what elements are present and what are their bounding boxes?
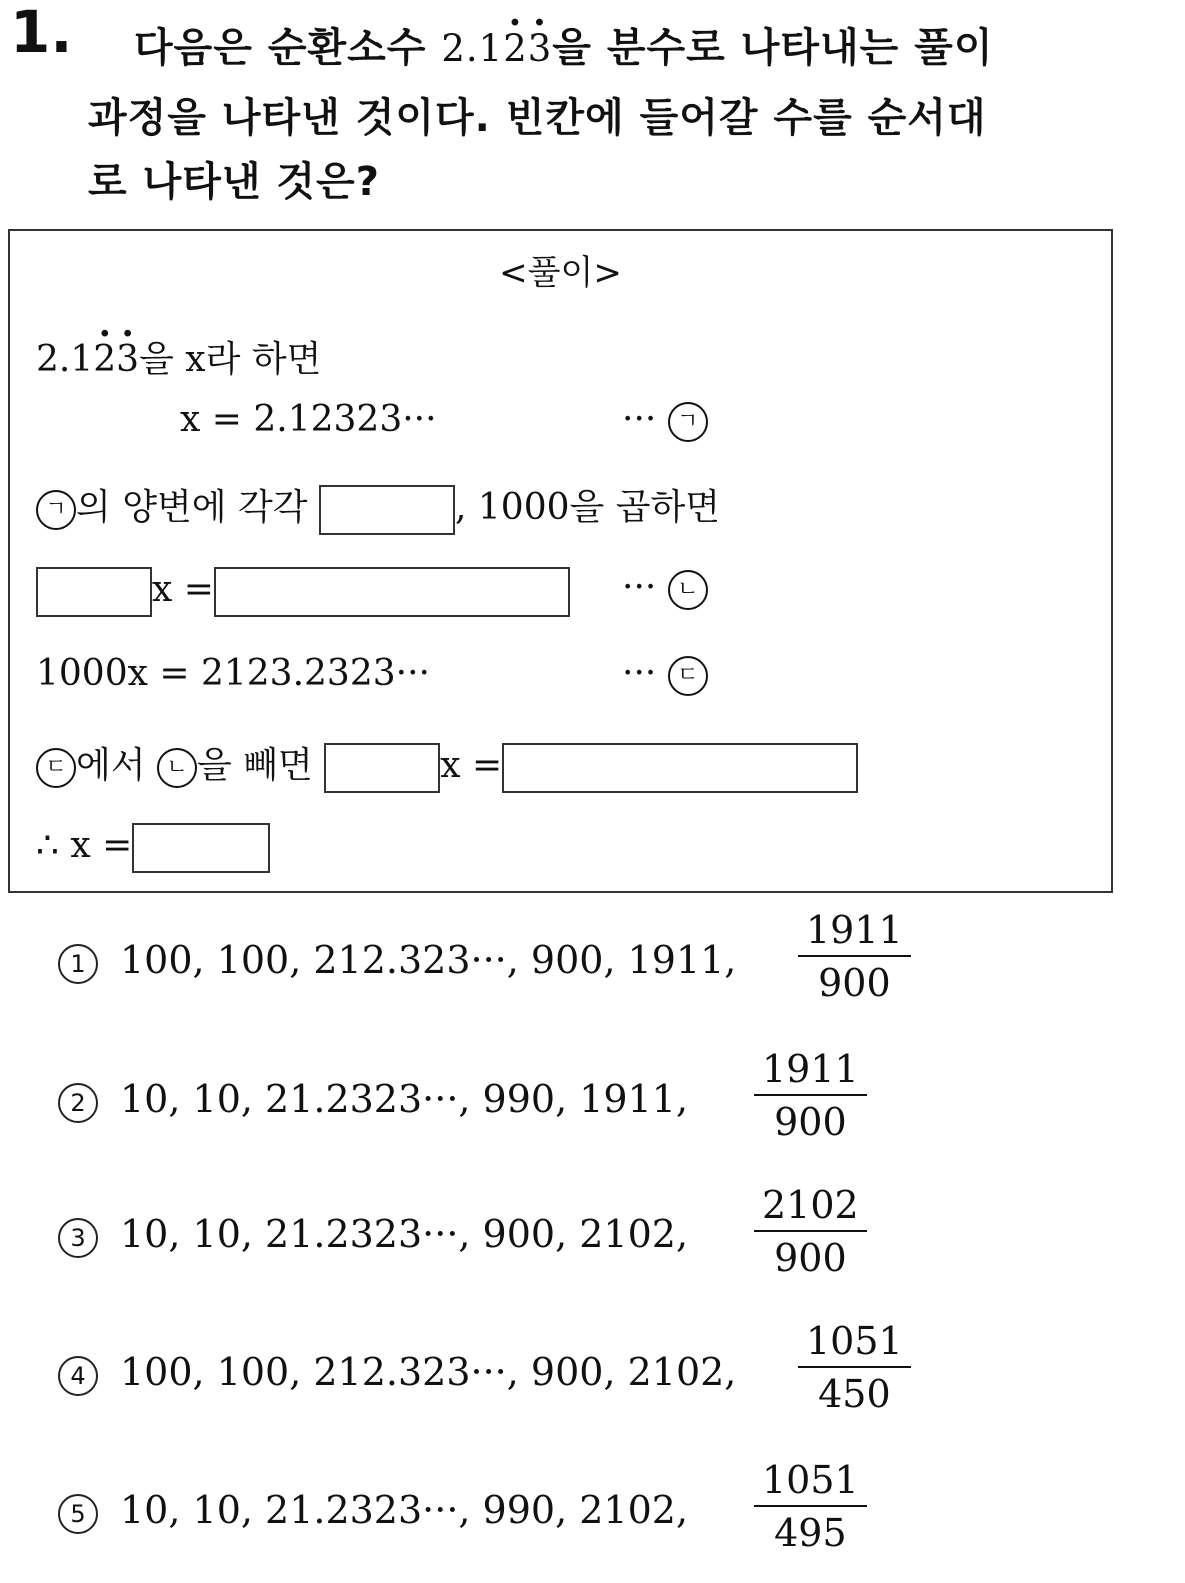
solution-line-1-rest: 을 x라 하면 [139, 339, 322, 380]
line-3-text-b: , 1000을 곱하면 [455, 487, 721, 528]
question-line-1 [134, 16, 993, 73]
choice-1[interactable] [58, 938, 736, 984]
decimal-part: 2.1 [441, 27, 504, 70]
choice-3-text: 10, 10, 21.2323···, 900, 2102, [120, 1212, 689, 1256]
denominator: 495 [774, 1511, 847, 1555]
choice-mark-3: 3 [58, 1218, 98, 1258]
choice-1-text: 100, 100, 212.323···, 900, 1911, [120, 938, 737, 982]
circled-nieun-icon: ㄴ [157, 748, 197, 788]
solution-line-1 [36, 331, 321, 382]
choice-mark-4: 4 [58, 1356, 98, 1396]
repeat-digit-end: · 3 [528, 27, 553, 70]
question-text-b: 을 분수로 나타내는 풀이 [552, 25, 994, 71]
circled-nieun-icon: ㄴ [668, 570, 708, 610]
marker-3: ··· ㄷ [622, 653, 708, 696]
denominator: 900 [774, 1236, 847, 1280]
repeat-digit-start: · 2 [503, 27, 528, 70]
choice-5[interactable] [58, 1488, 688, 1534]
choice-2-fraction [754, 1044, 867, 1148]
choice-mark-2: 2 [58, 1083, 98, 1123]
equation-3: 1000x = 2123.2323··· [36, 653, 430, 694]
circled-giyeok-icon: ㄱ [36, 490, 76, 530]
choice-5-fraction [754, 1455, 867, 1559]
line-6-text-a: 에서 [76, 745, 146, 786]
choice-mark-5: 5 [58, 1494, 98, 1534]
question-line-2: 과정을 나타낸 것이다. 빈칸에 들어갈 수를 순서대 [88, 95, 987, 141]
blank-3 [214, 567, 570, 617]
choice-mark-1: 1 [58, 944, 98, 984]
line-6-text-b: 을 빼면 [197, 745, 313, 786]
blank-2 [36, 567, 152, 617]
choice-2[interactable] [58, 1077, 688, 1123]
denominator: 900 [818, 961, 891, 1005]
equation-4-mid: x = [440, 745, 503, 786]
circled-giyeok-icon: ㄱ [668, 402, 708, 442]
blank-6 [132, 823, 270, 873]
choice-3-fraction [754, 1180, 867, 1284]
numerator: 1051 [754, 1455, 867, 1507]
choice-3[interactable] [58, 1212, 688, 1258]
circled-digeut-icon: ㄷ [36, 748, 76, 788]
line-3-text-a: 의 양변에 각각 [76, 487, 308, 528]
numerator: 1911 [754, 1044, 867, 1096]
choice-5-text: 10, 10, 21.2323···, 990, 2102, [120, 1488, 689, 1532]
solution-title: <풀이> [499, 253, 622, 293]
choice-2-text: 10, 10, 21.2323···, 990, 1911, [120, 1077, 689, 1121]
circled-digeut-icon: ㄷ [668, 656, 708, 696]
therefore-text: ∴ x = [36, 825, 133, 866]
question-text-a: 다음은 순환소수 [134, 25, 442, 71]
question-number: 1. [10, 0, 73, 66]
blank-4 [324, 743, 440, 793]
repeating-decimal [441, 27, 552, 70]
choice-4-text: 100, 100, 212.323···, 900, 2102, [120, 1350, 737, 1394]
solution-box [8, 229, 1113, 893]
equation-2-mid: x = [152, 569, 214, 610]
blank-1 [319, 485, 455, 535]
choice-4-fraction [798, 1316, 911, 1420]
marker-1: ··· ㄱ [622, 399, 708, 442]
equation-1: x = 2.12323··· [180, 399, 437, 440]
denominator: 900 [774, 1100, 847, 1144]
numerator: 1911 [798, 905, 911, 957]
solution-line-7 [36, 823, 270, 873]
solution-line-6 [36, 737, 858, 793]
denominator: 450 [818, 1372, 891, 1416]
marker-2: ··· ㄴ [622, 567, 708, 610]
equation-2 [36, 567, 570, 617]
choice-1-fraction [798, 905, 911, 1009]
solution-decimal: 2.1· 2· 3 [36, 339, 139, 380]
choice-4[interactable] [58, 1350, 736, 1396]
blank-5 [502, 743, 858, 793]
question-line-3: 로 나타낸 것은? [88, 159, 380, 205]
numerator: 2102 [754, 1180, 867, 1232]
numerator: 1051 [798, 1316, 911, 1368]
solution-line-3 [36, 479, 720, 535]
